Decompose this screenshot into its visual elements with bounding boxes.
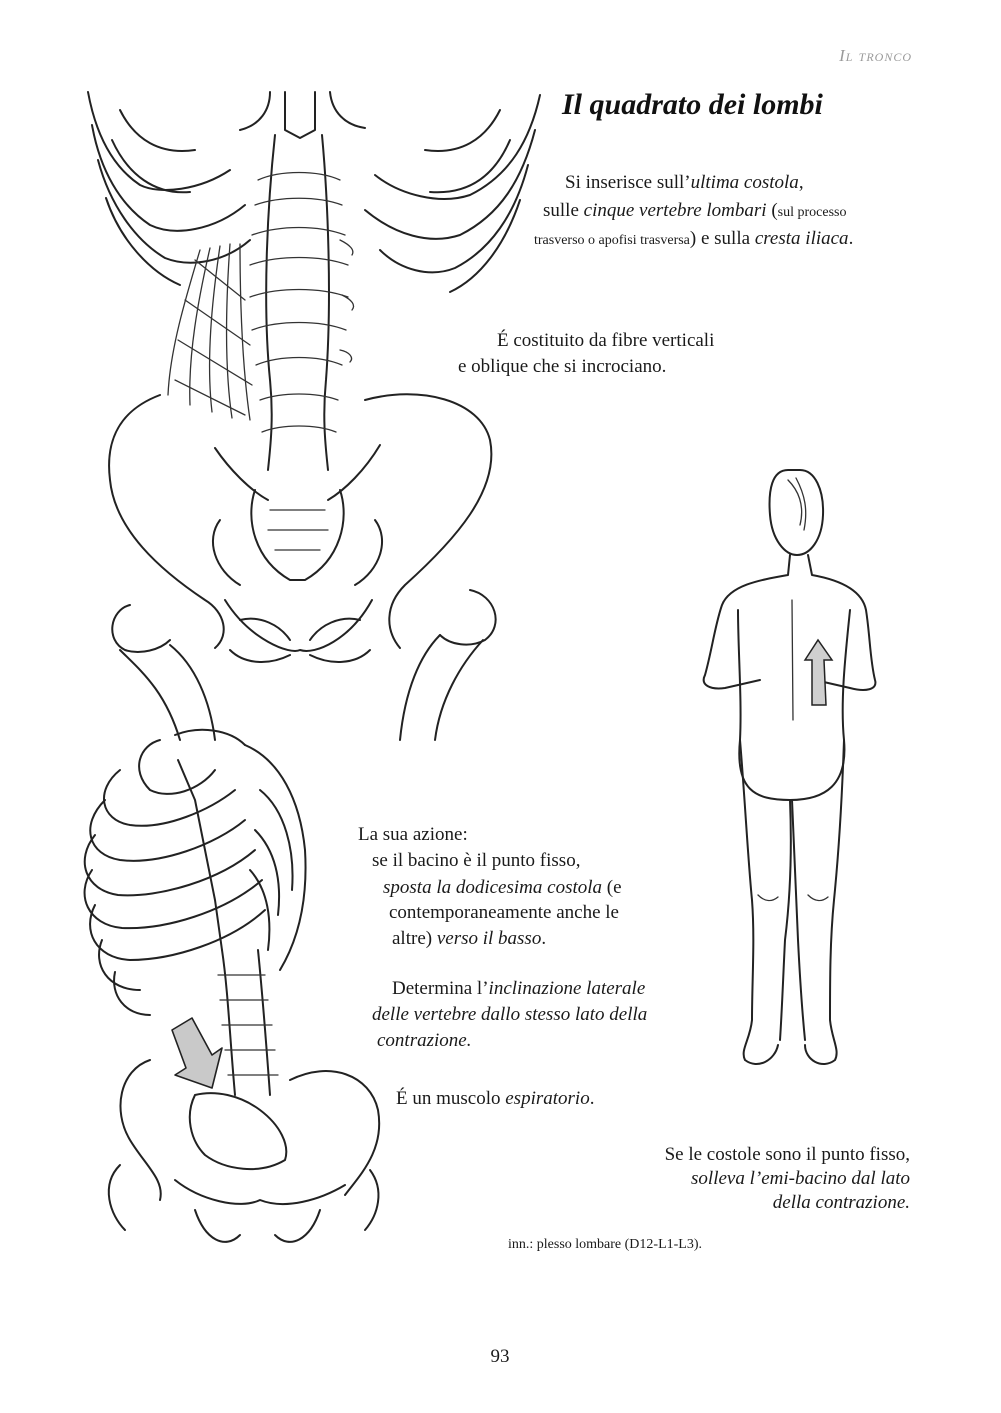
insertion-line-2: sulle cinque vertebre lombari (sul processo	[543, 200, 847, 221]
insertion-line-1: Si inserisce sull’ultima costola,	[565, 172, 804, 193]
action-line-1: La sua azione:	[358, 824, 468, 845]
femur-heads	[112, 590, 495, 740]
lateral-line-1: Determina l’inclinazione laterale	[392, 978, 646, 999]
ribcage-oblique	[85, 730, 306, 1015]
ribs-fixed-line-2: solleva l’emi-bacino dal lato	[691, 1168, 910, 1189]
skeleton-trunk-figure	[88, 92, 540, 740]
quadratus-lumborum-muscle	[168, 244, 252, 420]
pelvis	[109, 394, 491, 662]
insertion-line-3: trasverso o apofisi trasversa) e sulla cresta iliaca.	[534, 228, 854, 249]
human-back-figure	[704, 470, 876, 1064]
pelvis-lower	[109, 1060, 379, 1242]
action-line-3: sposta la dodicesima costola (e	[383, 877, 622, 898]
expiratory-line: É un muscolo espiratorio.	[396, 1088, 595, 1109]
page-title: Il quadrato dei lombi	[562, 88, 823, 121]
ribcage-flexion-figure	[85, 730, 380, 1242]
fibers-line-2: e oblique che si incrociano.	[458, 356, 667, 377]
downward-arrow-icon	[172, 1018, 222, 1088]
ribcage-lower	[88, 92, 540, 292]
innervation-note: inn.: plesso lombare (D12-L1-L3).	[508, 1237, 703, 1252]
ribs-fixed-line-3: della contrazione.	[772, 1192, 910, 1213]
action-line-2: se il bacino è il punto fisso,	[372, 850, 581, 871]
fibers-line-1: É costituito da fibre verticali	[497, 330, 715, 351]
lumbar-spine	[250, 135, 354, 470]
lateral-line-2: delle vertebre dallo stesso lato della	[372, 1004, 648, 1025]
spine-flexed	[218, 950, 278, 1095]
action-line-4: contemporaneamente anche le	[389, 902, 619, 923]
ribs-fixed-line-1: Se le costole sono il punto fisso,	[664, 1144, 910, 1165]
action-line-5: altre) verso il basso.	[392, 928, 547, 949]
upward-arrow-icon	[805, 640, 832, 705]
page-number: 93	[490, 1346, 510, 1367]
running-head: Il tronco	[839, 46, 912, 65]
lateral-line-3: contrazione.	[377, 1030, 472, 1051]
